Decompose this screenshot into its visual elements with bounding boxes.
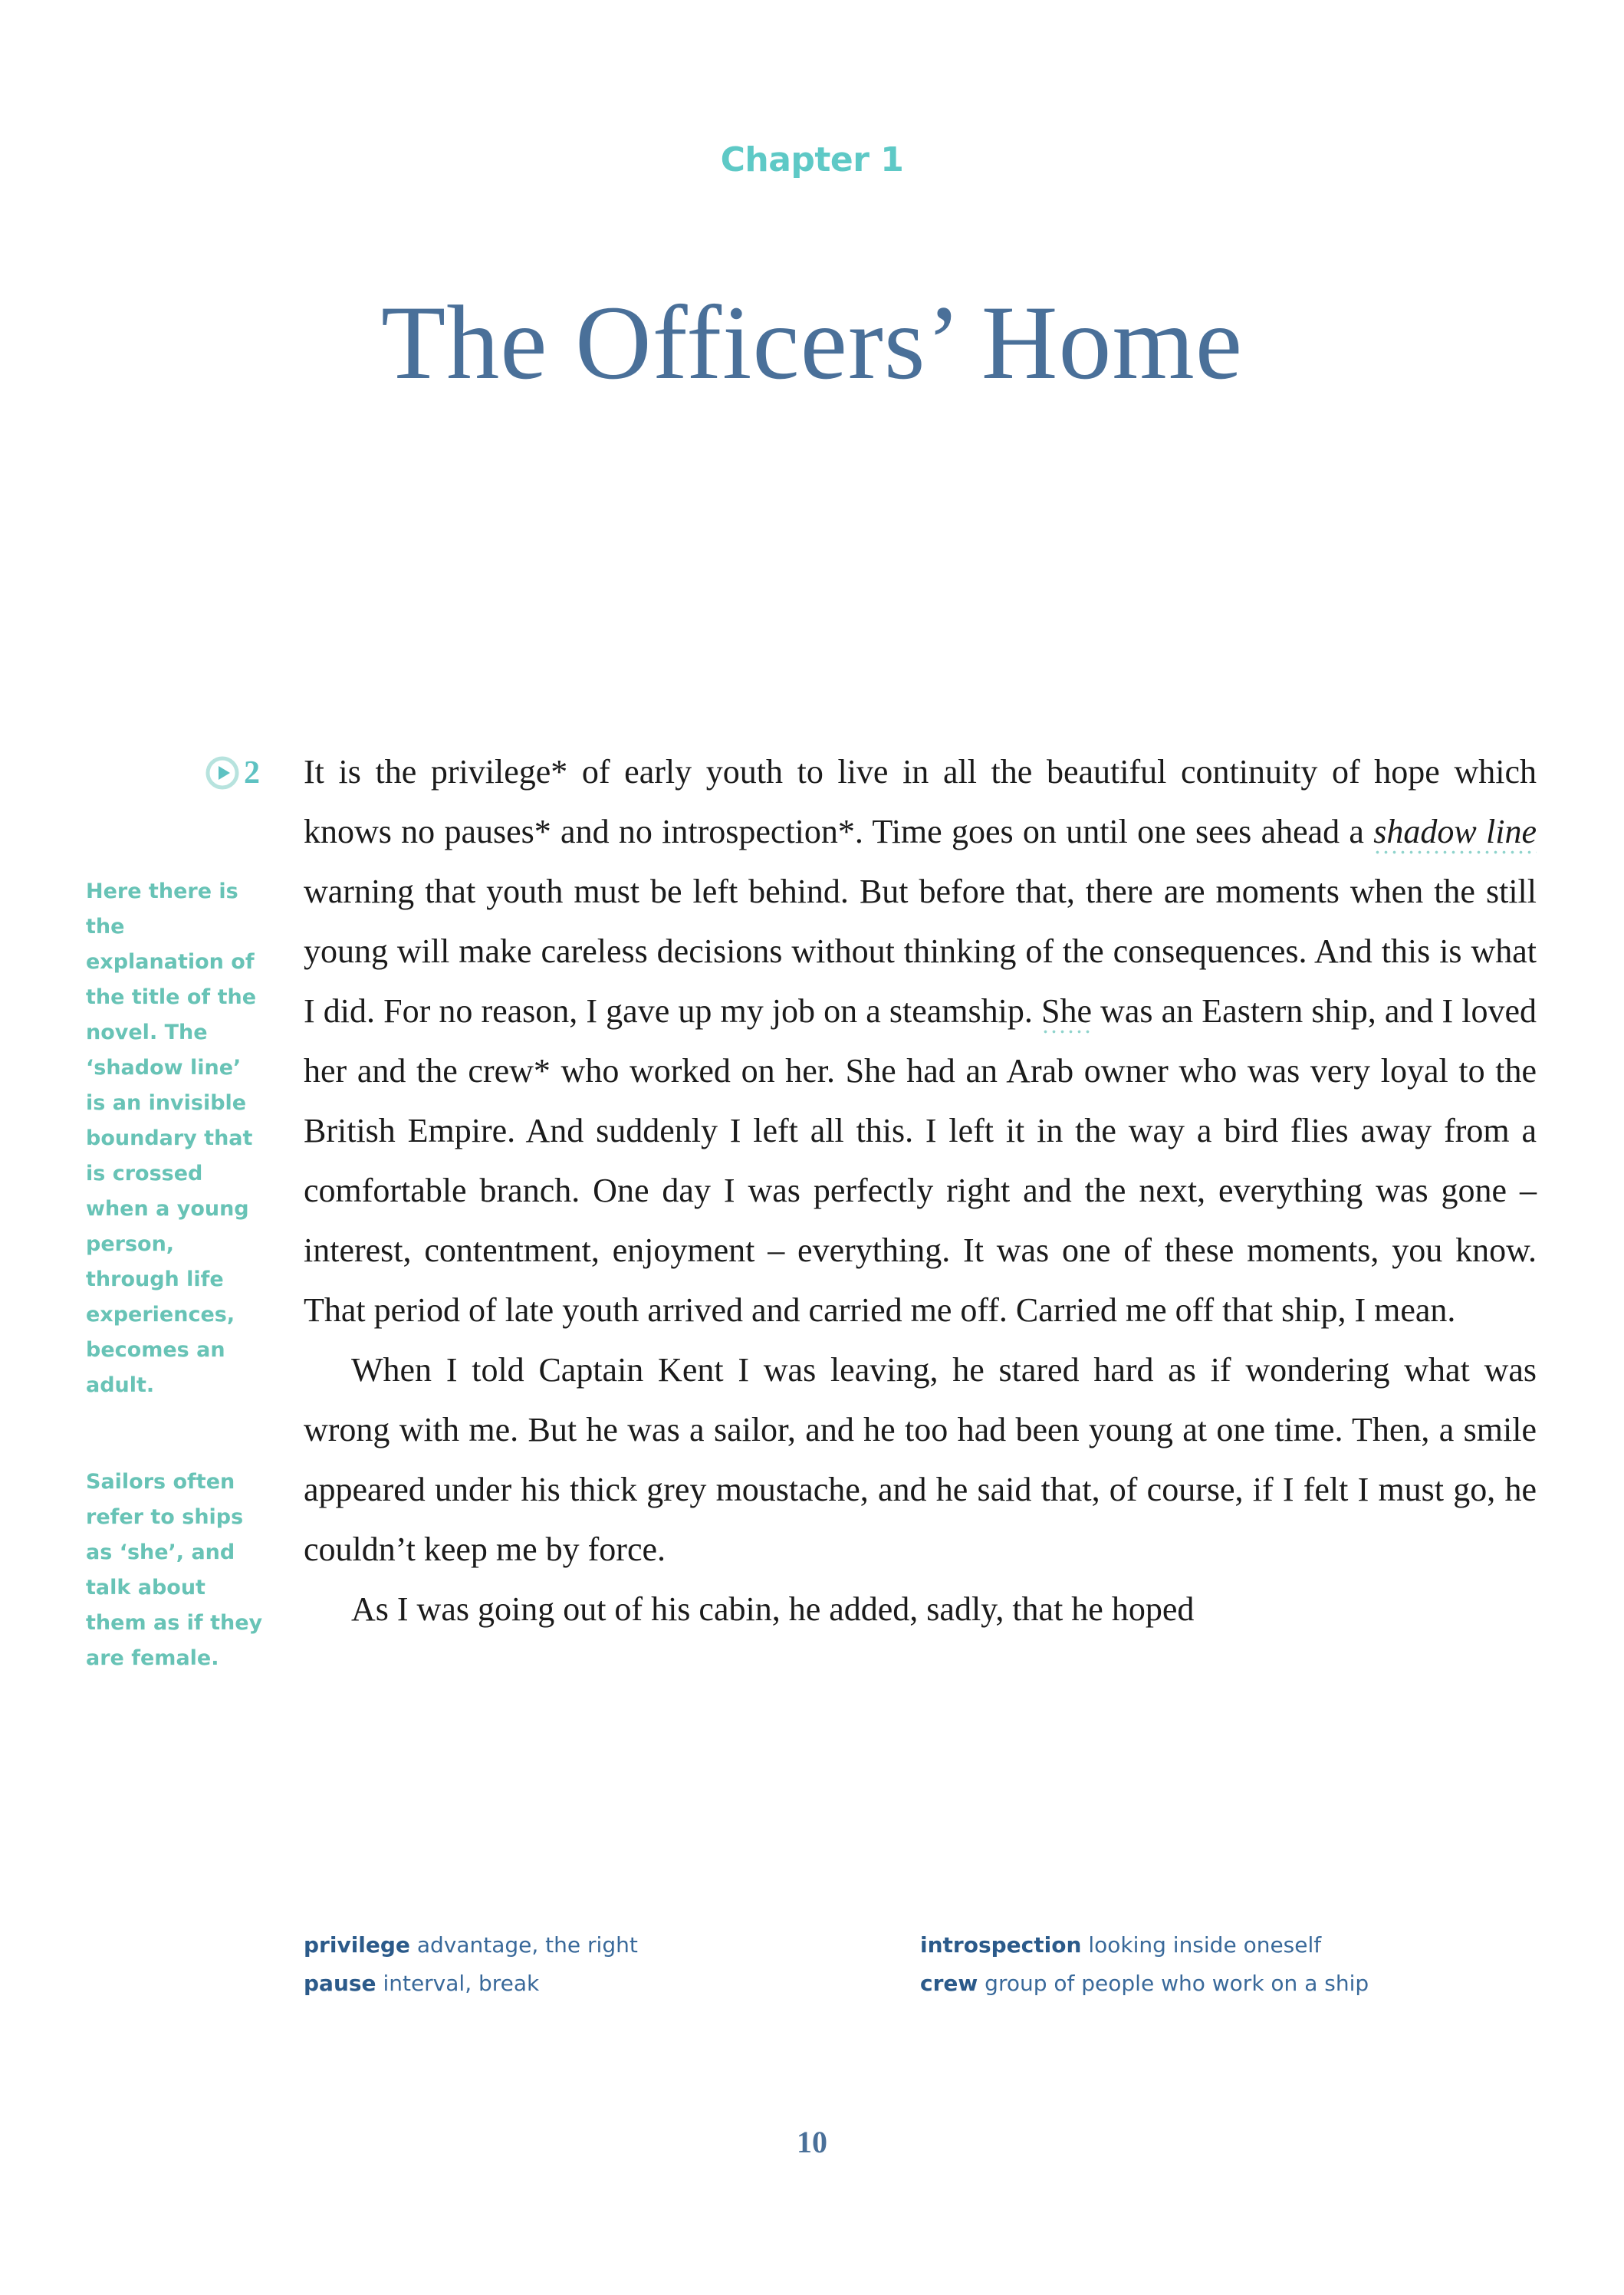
highlight-she[interactable]: She (1041, 992, 1092, 1037)
page-title: The Officers’ Home (380, 284, 1244, 402)
highlight-shadow-line[interactable]: shadow line (1373, 813, 1537, 858)
body-text (304, 742, 1537, 1639)
glossary-term: privilege (304, 1932, 410, 1958)
paragraph-3: As I was going out of his cabin, he added, sadly, that he hoped (351, 1590, 1195, 1628)
glossary-term: pause (304, 1971, 376, 1996)
sidebar-notes (86, 874, 267, 1738)
glossary-definition: interval, break (383, 1971, 540, 1996)
chapter-label: Chapter 1 (720, 140, 904, 179)
paragraph-1-segment-b: warning that youth must be left behind. But before that, there are moments when the still young will make careless decisions without thinking of the consequences. And this is what I did. For no reason, I gave up my job on a steamship. (304, 873, 1537, 1030)
audio-track-marker[interactable] (205, 756, 260, 790)
glossary-column-left (304, 1926, 920, 2003)
page-number: 10 (797, 2125, 827, 2159)
glossary-term: crew (920, 1971, 978, 1996)
glossary-column-right (920, 1926, 1537, 2003)
glossary-term: introspection (920, 1932, 1082, 1958)
glossary-definition: group of people who work on a ship (985, 1971, 1369, 1996)
glossary-definition: advantage, the right (416, 1932, 638, 1958)
play-circle-icon[interactable] (205, 756, 239, 790)
audio-track-number: 2 (244, 755, 260, 791)
glossary-footnotes (304, 1926, 1537, 2003)
glossary-definition: looking inside oneself (1088, 1932, 1322, 1958)
sidebar-note-shadow-line: Here there is the explanation of the title of the novel. The ‘shadow line’ is an invisible boundary that is crossed when a young person, through life experiences, becomes an adult. (86, 880, 257, 1397)
glossary-entry-introspection (920, 1926, 1537, 1965)
paragraph-2: When I told Captain Kent I was leaving, he stared hard as if wondering what was wrong with me. But he was a sailor, and he too had been young at one time. Then, a smile appeared under his thick grey moustache, and he said that, of course, if I felt I must go, he couldn’t keep me by force. (304, 1351, 1537, 1568)
glossary-entry-privilege (304, 1926, 920, 1965)
glossary-entry-crew (920, 1965, 1537, 2003)
sidebar-note-ships-she: Sailors often refer to ships as ‘she’, and talk about them as if they are female. (86, 1470, 263, 1670)
glossary-entry-pause (304, 1965, 920, 2003)
paragraph-1-segment-c: was an Eastern ship, and I loved her and the crew* who worked on her. She had an Arab owner who was very loyal to the British Empire. And suddenly I left all this. I left it in the way a bird flies away from a comfortable branch. One day I was perfectly right and the next, everything was gone – interest, contentment, enjoyment – everything. It was one of these moments, you know. That period of late youth arrived and carried me off. Carried me off that ship, I mean. (304, 992, 1537, 1329)
paragraph-1-segment-a: It is the privilege* of early youth to live in all the beautiful continuity of hope which knows no pauses* and no introspection*. Time goes on until one sees ahead a (304, 753, 1537, 850)
paragraph-1 (304, 742, 1537, 1340)
